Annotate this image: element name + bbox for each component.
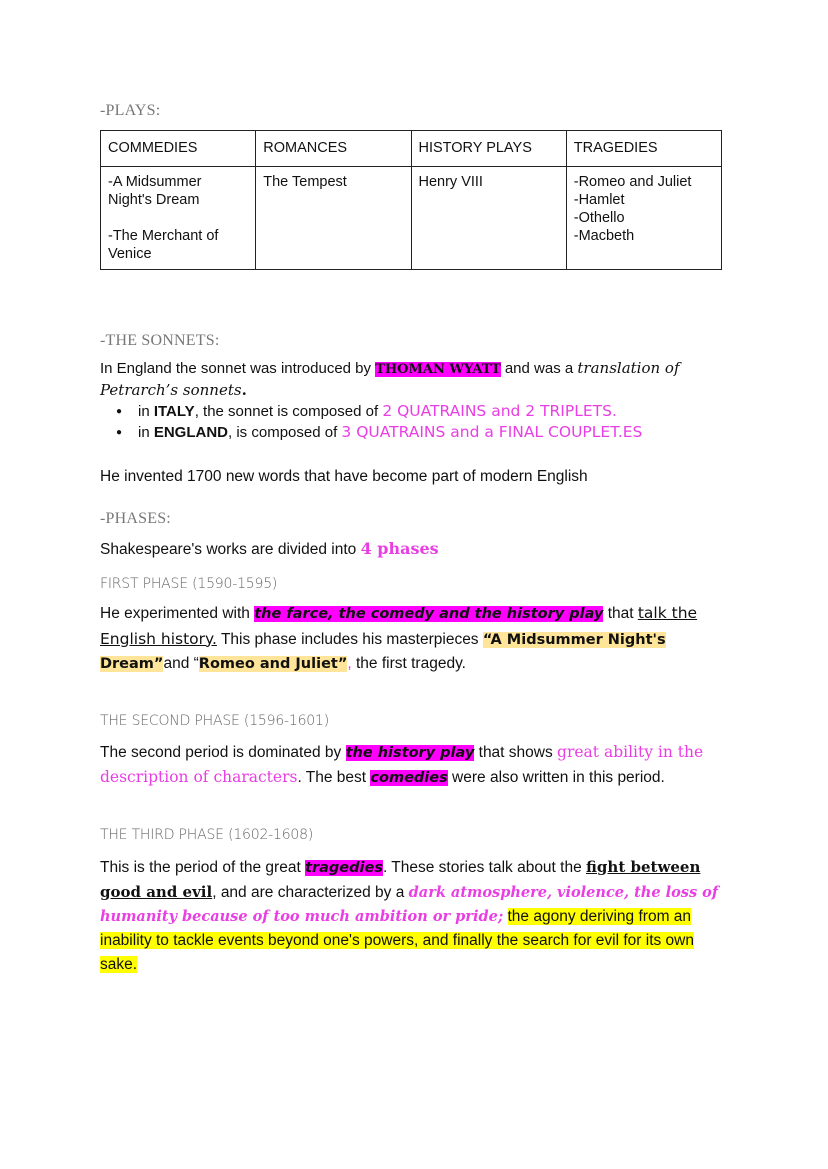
phases-heading: -PHASES: <box>100 510 171 527</box>
play-item: -Hamlet <box>573 192 625 208</box>
third-phase-title: THE THIRD PHASE (1602-1608) <box>100 827 314 843</box>
highlight-wyatt: THOMAN WYATT <box>375 362 501 377</box>
first-phase-text: He experimented with the farce, the comedy and the history play that talk the English history. This phase includes his masterpieces “A Midsummer Night's Dream”and “Romeo and Juliet”, the first tragedy. <box>100 604 698 672</box>
first-phase-title: FIRST PHASE (1590-1595) <box>100 576 278 592</box>
plays-table <box>100 130 722 270</box>
col-romances: ROMANCES <box>256 131 411 167</box>
play-item: Henry VIII <box>418 174 483 190</box>
play-item: -A Midsummer Night's Dream <box>108 174 202 208</box>
sonnets-intro: In England the sonnet was introduced by THOMAN WYATT and was a translation of Petrarch’s sonnets. ● in ITALY, the sonnet is composed of 2 QUATRAINS and 2 TRIPLETS. ● in ENGLAND, is composed of 3 QUATRAINS and a FINAL COUPLET.ES <box>100 358 730 443</box>
words-note: He invented 1700 new words that have become part of modern English <box>100 468 588 485</box>
cell-romances <box>256 167 411 270</box>
plays-heading: -PLAYS: <box>100 102 161 119</box>
col-comedies: COMMEDIES <box>101 131 256 167</box>
third-phase-text: This is the period of the great tragedies. These stories talk about the fight between good and evil, and are characterized by a dark atmosphere, violence, the loss of humanity because of too much ambition or pride; the agony deriving from an inability to tackle events beyond one's powers, and finally the search for evil for its own sake. <box>100 858 719 973</box>
bullet-england: ● in ENGLAND, is composed of 3 QUATRAINS and a FINAL COUPLET.ES <box>138 422 730 443</box>
col-history-plays: HISTORY PLAYS <box>411 131 566 167</box>
cell-comedies <box>101 167 256 270</box>
second-phase-text: The second period is dominated by the history play that shows great ability in the description of characters. The best comedies were also written in this period. <box>100 743 704 786</box>
cell-history <box>411 167 566 270</box>
highlight-first: the farce, the comedy and the history play <box>254 606 604 622</box>
phases-intro: Shakespeare's works are divided into 4 phases <box>100 539 439 558</box>
sonnets-heading: -THE SONNETS: <box>100 332 220 349</box>
phases-count: 4 phases <box>360 539 439 558</box>
second-phase-title: THE SECOND PHASE (1596-1601) <box>100 713 329 729</box>
table-header-row <box>101 131 722 167</box>
play-item: -Macbeth <box>573 228 635 244</box>
col-tragedies: TRAGEDIES <box>566 131 721 167</box>
play-item: -Romeo and Juliet <box>573 174 692 190</box>
cell-tragedies <box>566 167 721 270</box>
play-item: The Tempest <box>263 174 347 190</box>
sonnet-bullets <box>100 401 730 443</box>
table-row <box>101 167 722 270</box>
bullet-italy: ● in ITALY, the sonnet is composed of 2 QUATRAINS and 2 TRIPLETS. <box>138 401 730 422</box>
play-item: -Othello <box>573 210 625 226</box>
play-item: -The Merchant of Venice <box>108 228 219 262</box>
